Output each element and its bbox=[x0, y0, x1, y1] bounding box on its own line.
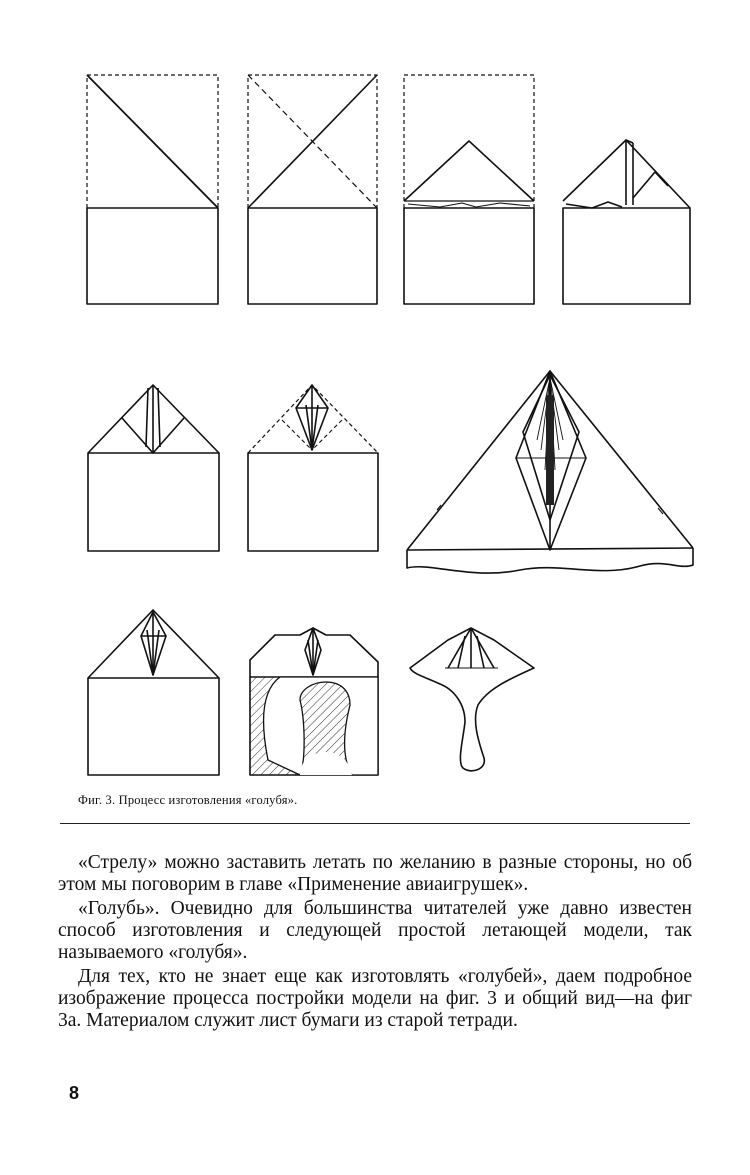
paragraph-1: «Стрелу» можно заставить летать по желанию в разные стороны, но об этом мы поговорим в главе «Применение авиаигрушек». bbox=[58, 852, 692, 895]
step-3-diagram bbox=[404, 75, 534, 304]
section-term: «Голубь». bbox=[78, 898, 160, 919]
step-6-diagram bbox=[248, 385, 378, 551]
paragraph-3: Для тех, кто не знает еще как изготовлять «голубей», даем подробное изображение процесса постройки модели на фиг. 3 и общий вид—на фиг 3а. Материалом служит лист бумаги из старой тетради. bbox=[58, 966, 692, 1031]
step-2-diagram bbox=[248, 75, 377, 304]
paragraph-2 bbox=[58, 898, 692, 964]
step-10-diagram bbox=[410, 628, 534, 771]
separator-rule bbox=[60, 823, 690, 824]
page-number: 8 bbox=[69, 1083, 80, 1103]
figure-caption: Фиг. 3. Процесс изготовления «голубя». bbox=[78, 793, 298, 807]
step-5-diagram bbox=[88, 385, 219, 551]
step-9-diagram bbox=[250, 628, 378, 775]
paragraph-2-body: Очевидно для большинства читателей уже давно известен способ изготовления и следующей простой летающей модели, так называемого «голубя». bbox=[58, 898, 692, 963]
step-4-diagram bbox=[563, 140, 690, 304]
step-7-diagram bbox=[407, 371, 693, 573]
step-1-diagram bbox=[87, 75, 218, 304]
step-8-diagram bbox=[88, 610, 219, 775]
body-text bbox=[58, 852, 692, 1032]
